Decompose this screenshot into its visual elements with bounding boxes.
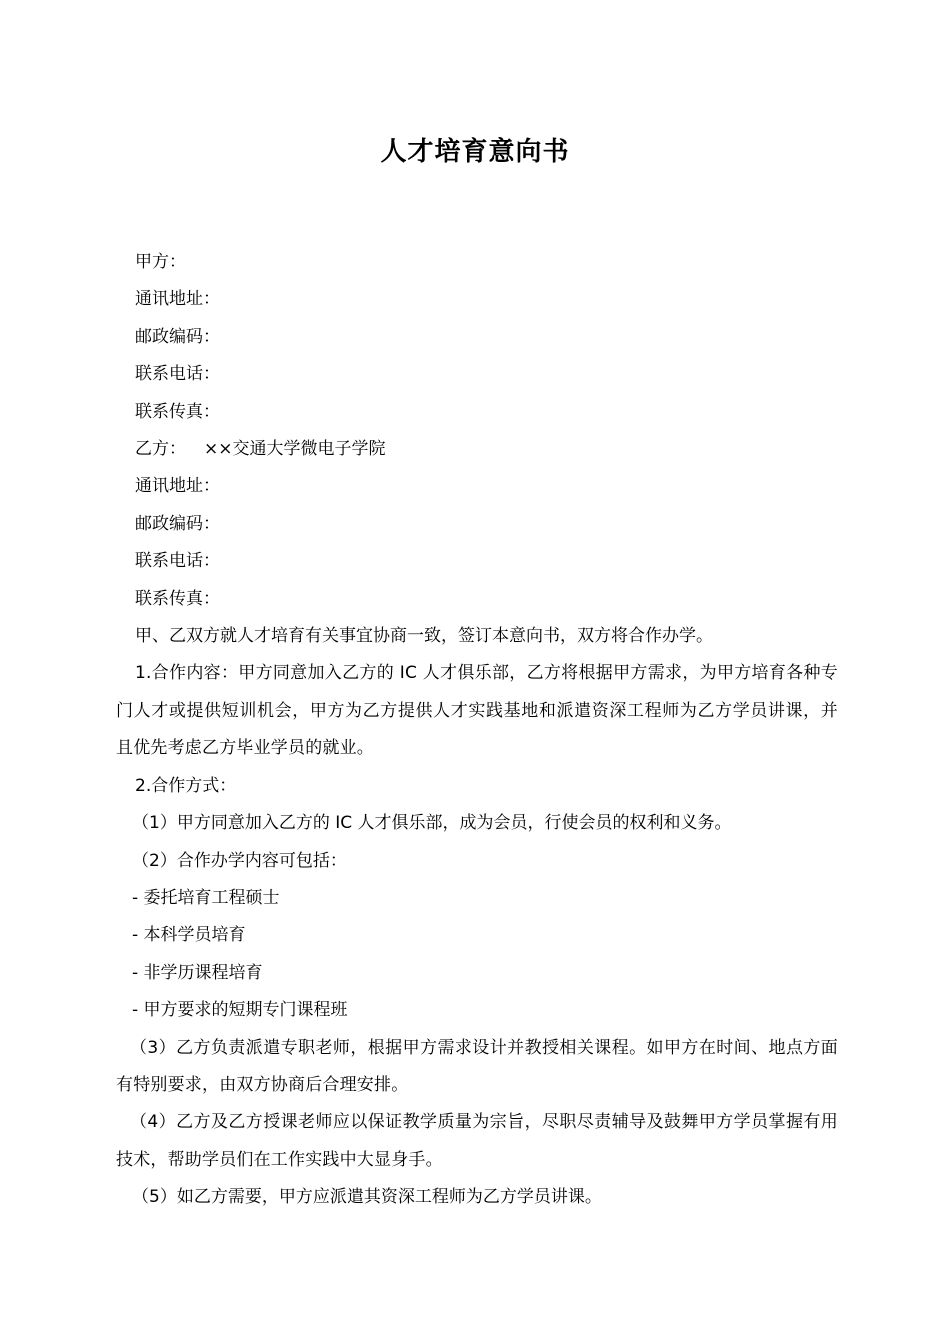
document-body <box>116 244 838 1217</box>
party-b-row <box>116 431 838 468</box>
list-item: - 甲方要求的短期专门课程班 <box>132 1000 348 1021</box>
intro-paragraph: 甲、乙双方就人才培育有关事宜协商一致，签订本意向书，双方将合作办学。 <box>135 626 713 647</box>
item-2-paragraph: （2）合作办学内容可包括： <box>132 850 347 871</box>
party-b-name-label: 乙方： <box>135 439 186 460</box>
item-3-paragraph: （3）乙方负责派遣专职老师，根据甲方需求设计并教授相关课程。如甲方在时间、地点方面有特别要求，由双方协商后合理安排。 <box>116 1037 838 1095</box>
section-2-heading: 2.合作方式： <box>135 775 237 796</box>
party-a-fax-label: 联系传真： <box>135 401 220 422</box>
document-title: 人才培育意向书 <box>380 137 570 167</box>
party-b-address-label: 通讯地址： <box>135 476 220 497</box>
list-item: - 非学历课程培育 <box>132 962 263 983</box>
item-5-paragraph: （5）如乙方需要，甲方应派遣其资深工程师为乙方学员讲课。 <box>132 1187 602 1208</box>
party-a-address-label: 通讯地址： <box>135 289 220 310</box>
party-a-phone-label: 联系电话： <box>135 364 220 385</box>
list-item: - 本科学员培育 <box>132 925 246 946</box>
section-1-paragraph: 1.合作内容：甲方同意加入乙方的 IC 人才俱乐部，乙方将根据甲方需求，为甲方培育各种专门人才或提供短训机会，甲方为乙方提供人才实践基地和派遣资深工程师为乙方学员讲课，并且优先考虑乙方毕业学员的就业。 <box>116 663 838 759</box>
party-a-postcode-label: 邮政编码： <box>135 326 220 347</box>
party-b-postcode-label: 邮政编码： <box>135 513 220 534</box>
party-b-name-value: ××交通大学微电子学院 <box>204 439 386 460</box>
party-b-fax-label: 联系传真： <box>135 588 220 609</box>
party-b-phone-label: 联系电话： <box>135 551 220 572</box>
item-4-paragraph: （4）乙方及乙方授课老师应以保证教学质量为宗旨，尽职尽责辅导及鼓舞甲方学员掌握有用技术，帮助学员们在工作实践中大显身手。 <box>116 1112 838 1170</box>
item-1-paragraph: （1）甲方同意加入乙方的 IC 人才俱乐部，成为会员，行使会员的权利和义务。 <box>132 813 732 834</box>
party-a-name-label: 甲方： <box>135 252 186 272</box>
list-item: - 委托培育工程硕士 <box>132 887 280 908</box>
